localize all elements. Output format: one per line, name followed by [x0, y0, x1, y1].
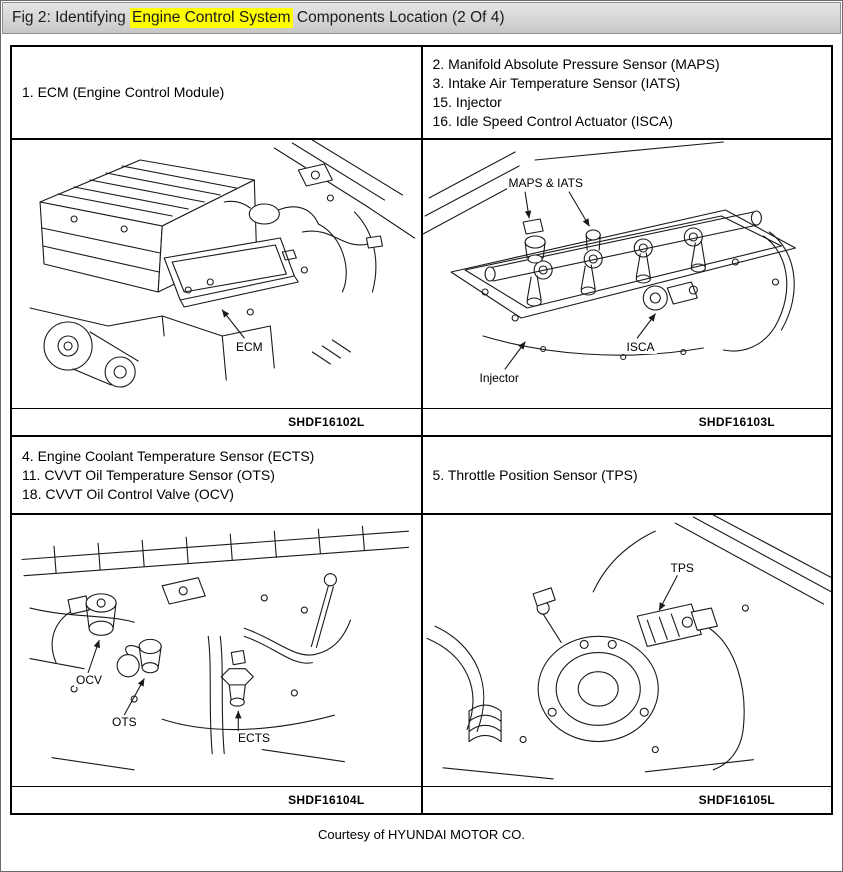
callout-tps: TPS: [670, 561, 694, 575]
tps-diagram: [423, 515, 832, 786]
callout-ots: OTS: [112, 715, 137, 729]
caption-line: 15. Injector: [432, 93, 502, 110]
ecm-diagram: [12, 140, 421, 408]
image-code-bar: [12, 786, 421, 813]
callout-maps-iats: MAPS & IATS: [508, 176, 583, 190]
diagram-cell-tps: [423, 515, 832, 813]
image-code-label: SHDF16105L: [698, 793, 775, 807]
tps-location-illustration: [423, 515, 832, 786]
callout-ects: ECTS: [238, 731, 271, 745]
callout-injector: Injector: [479, 371, 519, 385]
caption-cell-ecm: [12, 47, 421, 138]
maps-iats-injector-isca-illustration: [423, 140, 832, 408]
image-code-bar: [423, 786, 832, 813]
callout-ocv: OCV: [76, 673, 103, 687]
image-code-label: SHDF16104L: [288, 793, 365, 807]
caption-line: 4. Engine Coolant Temperature Sensor (ECTS): [22, 447, 315, 464]
diagram-cell-ects-ots-ocv: [12, 515, 421, 813]
tps-leader-arrow: [659, 576, 677, 610]
maps-leader-arrow: [525, 192, 529, 218]
ots-leader-arrow: [124, 679, 144, 715]
isca-leader-arrow: [637, 314, 655, 338]
caption-line: 2. Manifold Absolute Pressure Sensor (MAPS): [432, 55, 720, 72]
diagram-cell-maps-iats: [423, 140, 832, 435]
iats-leader-arrow: [569, 192, 589, 226]
image-code-label: SHDF16103L: [698, 415, 775, 429]
callout-ecm: ECM: [236, 340, 263, 354]
image-code-bar: [12, 408, 421, 435]
injector-leader-arrow: [505, 342, 525, 369]
figure-title-prefix: Fig 2: Identifying: [12, 9, 131, 26]
ects-ots-ocv-illustration: [12, 515, 421, 786]
ocv-leader-arrow: [88, 640, 99, 672]
caption-line: 1. ECM (Engine Control Module): [22, 84, 225, 100]
components-table: [10, 45, 833, 815]
maps-iats-diagram: [423, 140, 832, 408]
callout-isca: ISCA: [626, 340, 655, 354]
figure-title-bar: [2, 2, 841, 34]
caption-line: 18. CVVT Oil Control Valve (OCV): [22, 485, 234, 502]
title-highlight: Engine Control System: [132, 9, 291, 26]
caption-line: 16. Idle Speed Control Actuator (ISCA): [432, 112, 673, 129]
ecm-location-illustration: [12, 140, 421, 408]
caption-line: 11. CVVT Oil Temperature Sensor (OTS): [22, 466, 275, 483]
caption-cell-maps-iats: [423, 47, 832, 138]
caption-line: 3. Intake Air Temperature Sensor (IATS): [432, 74, 681, 91]
caption-cell-ects-ots-ocv: [12, 437, 421, 513]
caption-cell-tps: [423, 437, 832, 513]
caption-line: 5. Throttle Position Sensor (TPS): [432, 466, 638, 483]
diagram-cell-ecm: [12, 140, 421, 435]
figure-title-suffix: Components Location (2 Of 4): [292, 9, 505, 26]
image-code-bar: [423, 408, 832, 435]
courtesy-line: Courtesy of HYUNDAI MOTOR CO.: [317, 827, 526, 842]
image-code-label: SHDF16102L: [288, 415, 365, 429]
ects-ots-ocv-diagram: [12, 515, 421, 786]
